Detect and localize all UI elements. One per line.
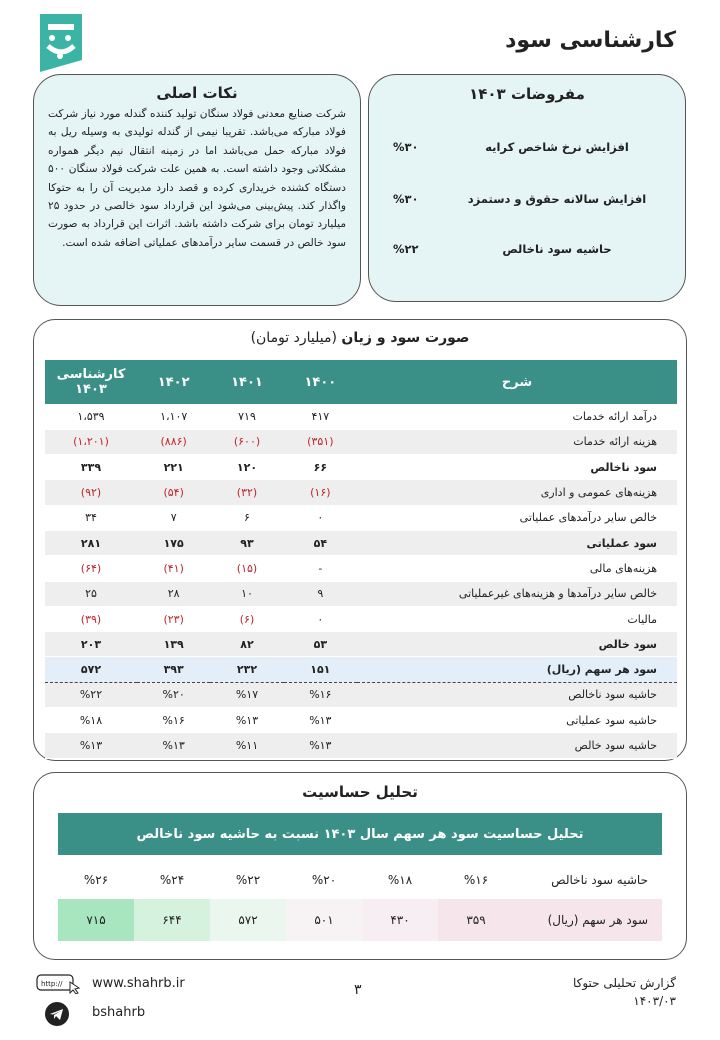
sensitivity-table-header: تحلیل حساسیت سود هر سهم سال ۱۴۰۳ نسبت به حاشیه سود ناخالص xyxy=(58,813,662,855)
page-number: ۳ xyxy=(354,982,362,998)
website-icon xyxy=(36,974,84,994)
row-value: ۹ xyxy=(284,581,357,606)
sensitivity-margin-label: حاشیه سود ناخالص xyxy=(551,873,648,887)
row-value: (۶۴) xyxy=(45,556,137,581)
table-header-row xyxy=(45,360,677,404)
assumption-label: افزایش سالانه حقوق و دستمزد xyxy=(467,192,647,206)
row-label: درآمد ارائه خدمات xyxy=(357,404,677,429)
sensitivity-eps-cell: ۴۳۰ xyxy=(362,899,438,941)
row-value: ۱۵۱ xyxy=(284,657,357,682)
row-value: %۲۰ xyxy=(137,682,210,707)
row-value: ۳۹۳ xyxy=(137,657,210,682)
row-value: (۶۰۰) xyxy=(210,429,283,454)
sensitivity-title: تحلیل حساسیت xyxy=(302,783,418,801)
row-value: ۱۲۰ xyxy=(210,455,283,480)
row-label: هزینه‌های عمومی و اداری xyxy=(357,480,677,505)
row-label: هزینه‌های مالی xyxy=(357,556,677,581)
row-value: ۰ xyxy=(284,505,357,530)
row-value: (۳۹) xyxy=(45,606,137,631)
row-value: ۵۷۲ xyxy=(45,657,137,682)
row-value: (۸۸۶) xyxy=(137,429,210,454)
table-row xyxy=(45,606,677,631)
assumptions-title: مفروضات ۱۴۰۳ xyxy=(469,85,585,103)
row-value: ۲۲۱ xyxy=(137,455,210,480)
assumption-value: %۳۰ xyxy=(393,140,419,154)
table-row xyxy=(45,657,677,682)
row-value: ۱،۱۰۷ xyxy=(137,404,210,429)
row-value: ۸۲ xyxy=(210,632,283,657)
page-title: کارشناسی سود xyxy=(505,28,676,53)
row-value: ۵۳ xyxy=(284,632,357,657)
row-value: (۶) xyxy=(210,606,283,631)
sensitivity-margin-cell: %۲۶ xyxy=(83,873,109,887)
row-value: ۳۴ xyxy=(45,505,137,530)
row-value: %۱۳ xyxy=(45,733,137,758)
row-value: ۷۱۹ xyxy=(210,404,283,429)
row-value: %۱۶ xyxy=(284,682,357,707)
row-value: (۹۲) xyxy=(45,480,137,505)
row-label: مالیات xyxy=(357,606,677,631)
sensitivity-margin-cell: %۱۶ xyxy=(463,873,489,887)
income-statement-title xyxy=(34,330,686,346)
row-value: (۱۶) xyxy=(284,480,357,505)
sensitivity-margin-cell: %۲۴ xyxy=(159,873,185,887)
row-label: حاشیه سود ناخالص xyxy=(357,682,677,707)
row-value: (۳۲) xyxy=(210,480,283,505)
row-value: (۱،۲۰۱) xyxy=(45,429,137,454)
telegram-handle[interactable]: bshahrb xyxy=(92,1005,146,1020)
http-label: http:// xyxy=(41,980,63,988)
sensitivity-eps-label: سود هر سهم (ریال) xyxy=(514,899,662,941)
row-value: ۱۳۹ xyxy=(137,632,210,657)
report-name: گزارش تحلیلی حتوکا xyxy=(572,976,676,990)
row-label: حاشیه سود عملیاتی xyxy=(357,708,677,733)
row-value: %۱۳ xyxy=(284,708,357,733)
row-label: سود ناخالص xyxy=(357,455,677,480)
row-label: حاشیه سود خالص xyxy=(357,733,677,758)
row-value: ۲۸ xyxy=(137,581,210,606)
sensitivity-section xyxy=(33,772,687,960)
table-row xyxy=(45,708,677,733)
column-header-1403-forecast: کارشناسی ۱۴۰۳ xyxy=(45,360,137,404)
row-value: (۴۱) xyxy=(137,556,210,581)
assumption-label: افزایش نرخ شاخص کرایه xyxy=(485,140,629,154)
row-value: ۰ xyxy=(284,606,357,631)
sensitivity-eps-cell: ۷۱۵ xyxy=(58,899,134,941)
column-header-1401: ۱۴۰۱ xyxy=(210,360,283,404)
row-value: (۳۵۱) xyxy=(284,429,357,454)
sensitivity-margin-cell: %۲۲ xyxy=(235,873,261,887)
assumptions-box xyxy=(368,74,686,302)
notes-body: شرکت صنایع معدنی فولاد سنگان تولید کننده گندله مورد نیاز شرکت فولاد مبارکه می‌باشد. تقریبا نیمی از گندله تولیدی به وسیله ریل به فولاد مبارکه حمل می‌باشد اما در زمینه انتقال نیم دیگر همواره مشکلاتی وجود داشته است. به همین علت شرکت فولاد سنگان ۵۰۰ دستگاه کشنده خریداری کرده و قصد دارد مدیریت آن را به حتوکا واگذار کند. پیش‌بینی می‌شود این قرارداد سود خالصی در حدود ۲۵ میلیارد تومان برای شرکت داشته باشد. اثرات این قرارداد به صورت سود خالص در قسمت سایر درآمدهای عملیاتی اضافه شده است. xyxy=(48,108,346,249)
company-logo xyxy=(38,12,84,74)
notes-title: نکات اصلی xyxy=(156,84,238,102)
row-value: ۲۵ xyxy=(45,581,137,606)
assumption-label: حاشیه سود ناخالص xyxy=(502,242,612,256)
table-row xyxy=(45,581,677,606)
assumption-value: %۳۰ xyxy=(393,192,419,206)
row-value: (۲۳) xyxy=(137,606,210,631)
income-statement-unit: (میلیارد تومان) xyxy=(250,330,337,346)
row-value: ۶۶ xyxy=(284,455,357,480)
row-value: %۲۲ xyxy=(45,682,137,707)
sensitivity-eps-cell: ۳۵۹ xyxy=(438,899,514,941)
row-value: ۱،۵۳۹ xyxy=(45,404,137,429)
row-value: ۶ xyxy=(210,505,283,530)
telegram-icon xyxy=(44,1001,70,1027)
row-label: سود عملیاتی xyxy=(357,530,677,555)
table-row xyxy=(45,632,677,657)
row-value: %۱۷ xyxy=(210,682,283,707)
table-row xyxy=(45,455,677,480)
row-value: (۱۵) xyxy=(210,556,283,581)
row-value: %۱۳ xyxy=(284,733,357,758)
row-value: ۲۳۲ xyxy=(210,657,283,682)
table-row xyxy=(45,556,677,581)
income-statement-table xyxy=(45,360,677,759)
table-row xyxy=(45,733,677,758)
row-value: ۴۱۷ xyxy=(284,404,357,429)
row-value: ۷ xyxy=(137,505,210,530)
assumption-value: %۲۲ xyxy=(393,242,419,256)
table-row xyxy=(45,404,677,429)
table-row xyxy=(45,429,677,454)
row-value: ۱۰ xyxy=(210,581,283,606)
row-value: %۱۳ xyxy=(137,733,210,758)
row-value: ۹۳ xyxy=(210,530,283,555)
website-url[interactable]: www.shahrb.ir xyxy=(92,976,185,991)
row-value: ۱۷۵ xyxy=(137,530,210,555)
assumption-row xyxy=(393,137,661,157)
row-value: ۲۰۳ xyxy=(45,632,137,657)
row-value: ۲۸۱ xyxy=(45,530,137,555)
table-row xyxy=(45,530,677,555)
row-value: ۳۳۹ xyxy=(45,455,137,480)
column-header-1400: ۱۴۰۰ xyxy=(284,360,357,404)
sensitivity-margin-cell: %۲۰ xyxy=(311,873,337,887)
sensitivity-eps-row xyxy=(58,899,662,941)
column-header-description: شرح xyxy=(357,360,677,404)
row-label: خالص سایر درآمدها و هزینه‌های غیرعملیاتی xyxy=(357,581,677,606)
table-row xyxy=(45,682,677,707)
sensitivity-eps-cell: ۵۰۱ xyxy=(286,899,362,941)
income-statement-title-main: صورت سود و زیان xyxy=(341,330,470,346)
sensitivity-margin-row xyxy=(58,859,662,901)
column-header-1402: ۱۴۰۲ xyxy=(137,360,210,404)
report-date: ۱۴۰۳/۰۳ xyxy=(633,994,676,1008)
sensitivity-margin-cell: %۱۸ xyxy=(387,873,413,887)
row-label: خالص سایر درآمدهای عملیاتی xyxy=(357,505,677,530)
row-value: - xyxy=(284,556,357,581)
row-value: %۱۸ xyxy=(45,708,137,733)
sensitivity-eps-cell: ۵۷۲ xyxy=(210,899,286,941)
income-statement-section xyxy=(33,319,687,761)
sensitivity-eps-cell: ۶۴۴ xyxy=(134,899,210,941)
row-value: %۱۳ xyxy=(210,708,283,733)
row-label: هزینه ارائه خدمات xyxy=(357,429,677,454)
row-value: %۱۱ xyxy=(210,733,283,758)
row-value: %۱۶ xyxy=(137,708,210,733)
assumption-row xyxy=(393,239,661,259)
row-label: سود خالص xyxy=(357,632,677,657)
table-row xyxy=(45,505,677,530)
assumption-row xyxy=(393,189,661,209)
row-label: سود هر سهم (ریال) xyxy=(357,657,677,682)
table-row xyxy=(45,480,677,505)
row-value: ۵۴ xyxy=(284,530,357,555)
key-notes-box xyxy=(33,74,361,306)
row-value: (۵۴) xyxy=(137,480,210,505)
